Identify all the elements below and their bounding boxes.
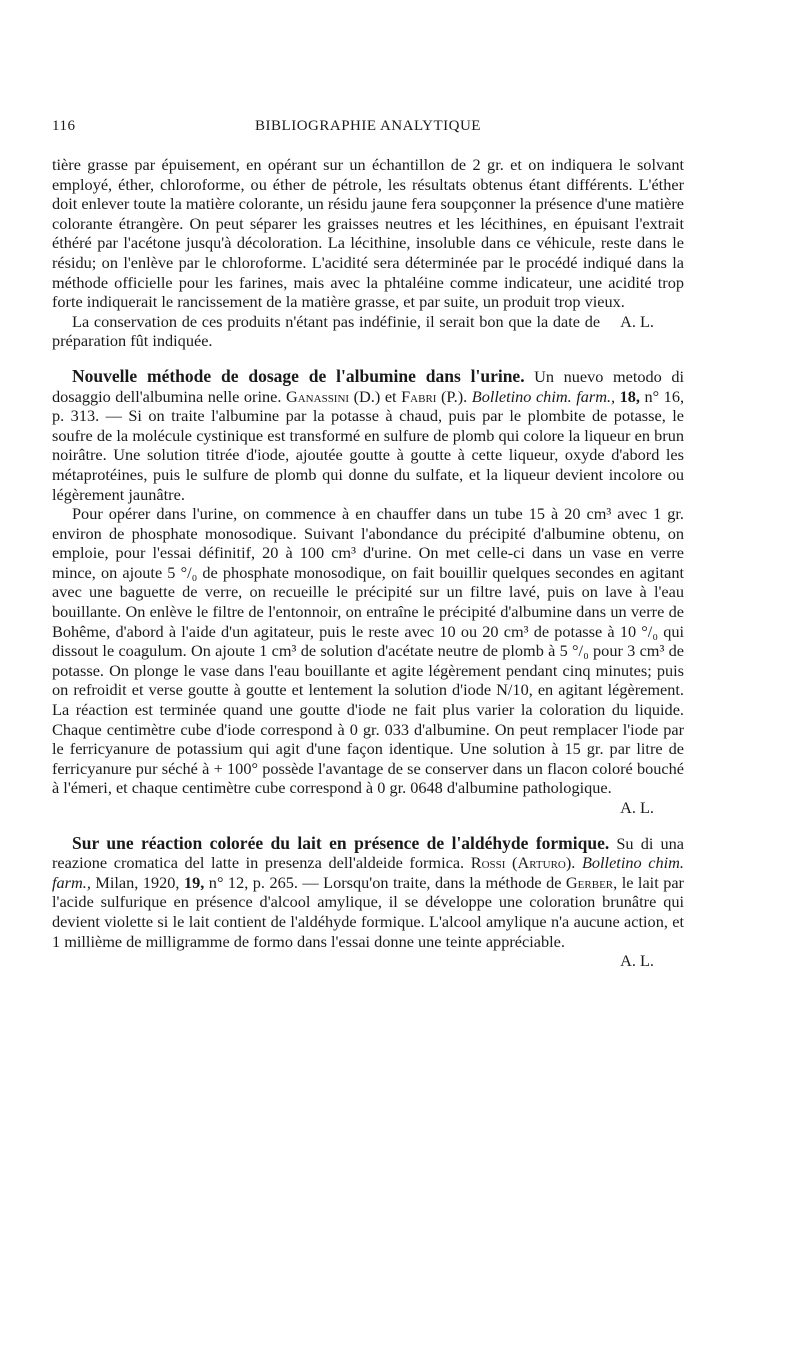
journal-volume: 19, (183, 872, 205, 892)
article-reference: Su di una reazione cromatica del latte in presenza dell'aldeide formica. (52, 833, 684, 873)
author-join: et (384, 386, 397, 406)
article-paragraph (52, 367, 684, 504)
publication-place: Milan, 1920, (95, 872, 180, 892)
article-paragraph (52, 834, 684, 952)
author-initial: (D.) (353, 386, 381, 406)
article-body: n° 16, p. 313. — Si on traite l'albumine par la potasse à chaud, puis par le plombite de potasse, le soufre de la molécule cystinique est transformé en sulfure de plomb qui colore la liqueur en brun noirâtre. Une solution titrée d'iode, ajoutée goutte à goutte à cette liqueur, oxyde d'abord les métaprotéines, puis le sulfure de plomb qui donne du sulfate, et la liqueur devient incolore ou légèrement jaunâtre. (52, 386, 685, 504)
running-title: BIBLIOGRAPHIE ANALYTIQUE (255, 118, 481, 134)
author-initial: (P.). (440, 386, 468, 406)
continued-paragraph: tière grasse par épuisement, en opérant sur un échantillon de 2 gr. et on indiquera le solvant employé, éther, chloroforme, ou éther de pétrole, les résultats obtenus étant différents. L'éther doit enlever toute la matière colorante, un résidu jaune fera soupçonner la présence d'une matière colorante étrangère. On peut séparer les graisses neutres et les lécithines, en épuisant l'extrait éthéré par l'acétone jusqu'à décoloration. La lécithine, insoluble dans ce véhicule, reste dans le résidu; on l'enlève par le chloroforme. L'acidité sera déterminée par le procédé indiqué dans la méthode officielle pour les farines, mais avec la phtaléine comme indicateur, une acidité trop forte indiquerait le rancissement de la matière grasse, et par suite, un produit trop vieux. (52, 155, 684, 312)
author-signature: A. L. (620, 951, 654, 971)
signature-line (52, 951, 684, 971)
journal-name: Bolletino chim. farm., (471, 386, 616, 406)
article-reference: Un nuevo metodo di dosaggio dell'albumina nelle orine. (52, 366, 685, 406)
closing-paragraph (52, 312, 684, 351)
author-name: Fabri (401, 386, 437, 406)
article-reference-tail: n° 12, p. 265. — Lorsqu'on traite, dans la méthode de (208, 872, 562, 892)
signature-line (52, 798, 684, 818)
page-header (52, 118, 684, 140)
journal-volume: 18, (619, 386, 640, 406)
page-number: 116 (52, 118, 76, 134)
article-title: Sur une réaction colorée du lait en présence de l'aldéhyde formique. (72, 832, 610, 853)
closing-text: La conservation de ces produits n'étant pas indéfinie, il serait bon que la date de préparation fût indiquée. (52, 311, 601, 351)
article-title: Nouvelle méthode de dosage de l'albumine dans l'urine. (72, 365, 525, 386)
journal-name: Bolletino chim. farm., (52, 853, 684, 892)
author-signature: A. L. (620, 798, 654, 817)
author-first-name: (Arturo). (512, 853, 576, 873)
method-author: Gerber, (565, 872, 618, 892)
author-name: Ganassini (285, 386, 350, 406)
article-milk (52, 834, 684, 971)
article-body-paragraph: Pour opérer dans l'urine, on commence à en chauffer dans un tube 15 à 20 cm³ avec 1 gr. environ de phosphate monosodique. Suivant l'abondance du précipité d'albumine obtenu, on emploie, pour l'essai définitif, 20 à 100 cm³ d'urine. On met celle-ci dans un vase en verre mince, on ajoute 5 °/₀ de phosphate monosodique, on fait bouillir quelques secondes en agitant avec une baguette de verre, on recueille le précipité sur un filtre lavé, puis on lave à l'eau bouillante. On enlève le filtre de l'entonnoir, on entraîne le précipité d'albumine dans un verre de Bohême, d'abord à l'aide d'un agitateur, puis le reste avec 10 ou 20 cm³ de potasse à 10 °/₀ qui dissout le coagulum. On ajoute 1 cm³ de solution d'acétate neutre de plomb à 5 °/₀ pour 3 cm³ de potasse. On plonge le vase dans l'eau bouillante et agite légèrement pendant cinq minutes; puis on refroidit et verse goutte à goutte et lentement la solution d'iode N/10, en agitant légèrement. La réaction est terminée quand une goutte d'iode ne fait plus varier la coloration du liquide. Chaque centimètre cube d'iode correspond à 0 gr. 033 d'albumine. On peut remplacer l'iode par le ferricyanure de potassium qui agit d'une façon identique. Une solution à 15 gr. par litre de ferricyanure pur séché à + 100° possède l'avantage de se conserver dans un flacon coloré bouché à l'émeri, et chaque centimètre cube correspond à 0 gr. 0648 d'albumine pathologique. (52, 504, 684, 798)
body-text (52, 155, 684, 971)
author-signature: A. L. (620, 311, 654, 331)
article-body: le lait par l'acide sulfurique en présence d'alcool amylique, il se développe une coloration brunâtre qui devient violette si le lait contient de l'aldéhyde formique. L'alcool amylique n'a aucune action, et 1 millième de milligramme de formo dans l'essai donne une teinte appréciable. (52, 872, 684, 951)
author-name: Rossi (470, 853, 506, 873)
article-albumin (52, 367, 684, 818)
